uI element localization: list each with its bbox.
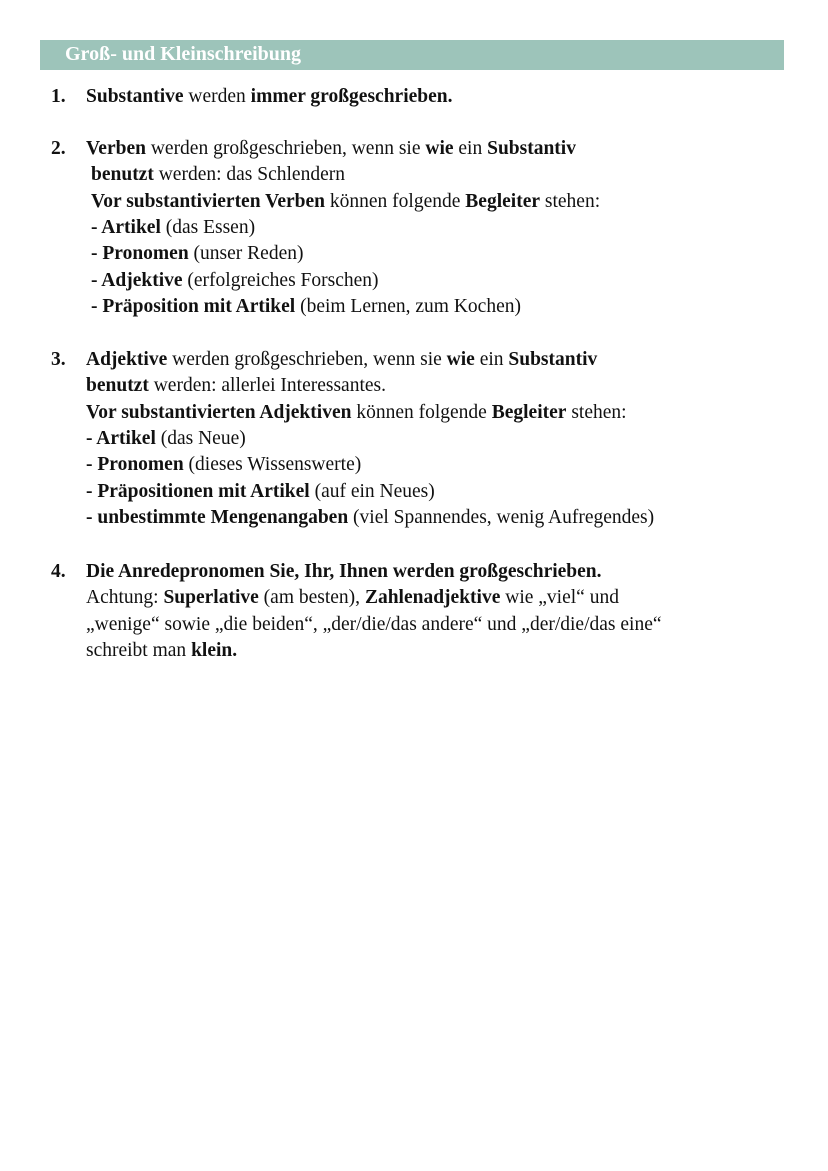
rule-line	[91, 270, 379, 292]
bold-text: Vor substantivierten Adjektiven	[86, 402, 352, 423]
rule-line	[86, 349, 597, 371]
bold-text: Verben	[86, 138, 146, 159]
bold-text: wie	[425, 138, 454, 159]
text: wie „viel“ und	[500, 587, 619, 608]
text: (viel Spannendes, wenig Aufregendes)	[348, 507, 655, 528]
rule-line	[86, 481, 435, 503]
text: werden	[183, 86, 251, 107]
section-header	[40, 40, 784, 70]
rule-line	[91, 243, 303, 265]
text: werden: das Schlendern	[153, 164, 345, 185]
rule-number: 1.	[51, 86, 66, 107]
bold-text: wie	[446, 349, 475, 370]
rule-number: 2.	[51, 138, 66, 159]
text: (das Essen)	[160, 217, 256, 238]
text: stehen:	[540, 191, 601, 212]
text: „wenige“ sowie „die beiden“, „der/die/das andere“ und „der/die/das eine“	[86, 614, 662, 635]
rule-line	[86, 640, 237, 662]
text: können folgende	[351, 402, 492, 423]
text: Achtung:	[86, 587, 164, 608]
rule-line	[86, 561, 602, 583]
bold-text: Begleiter	[465, 191, 541, 212]
bold-text: - Artikel	[86, 428, 156, 449]
rule-number: 3.	[51, 349, 66, 370]
rule-line	[86, 402, 627, 424]
text: (erfolgreiches Forschen)	[182, 270, 379, 291]
bold-text: - Adjektive	[91, 270, 183, 291]
text: werden großgeschrieben, wenn sie	[145, 138, 426, 159]
bold-text: Substantive	[86, 86, 184, 107]
bold-text: Substantiv	[487, 138, 576, 159]
text: (auf ein Neues)	[309, 481, 435, 502]
rule-line	[86, 375, 386, 397]
rule-number: 4.	[51, 561, 66, 582]
rule-line	[86, 86, 453, 108]
bold-text: benutzt	[86, 375, 149, 396]
text: ein	[474, 349, 509, 370]
rule-line	[86, 454, 361, 476]
bold-text: - Artikel	[91, 217, 161, 238]
section-title: Groß- und Kleinschreibung	[65, 43, 301, 65]
text: können folgende	[325, 191, 466, 212]
bold-text: klein.	[191, 640, 238, 661]
bold-text: Superlative	[163, 587, 259, 608]
rule-line	[91, 296, 521, 318]
text: (dieses Wissenswerte)	[183, 454, 362, 475]
bold-text: - unbestimmte Mengenangaben	[86, 507, 349, 528]
text: (unser Reden)	[188, 243, 304, 264]
bold-text: immer großgeschrieben.	[250, 86, 453, 107]
text: (am besten),	[258, 587, 365, 608]
bold-text: - Pronomen	[86, 454, 184, 475]
bold-text: - Präposition mit Artikel	[91, 296, 296, 317]
bold-text: - Präpositionen mit Artikel	[86, 481, 310, 502]
rule-line	[86, 428, 246, 450]
rule-line	[91, 217, 255, 239]
bold-text: Adjektive	[86, 349, 168, 370]
text: stehen:	[566, 402, 627, 423]
text: schreibt man	[86, 640, 192, 661]
rule-line	[86, 587, 619, 609]
bold-text: Die Anredepronomen Sie, Ihr, Ihnen werden großgeschrieben.	[86, 561, 602, 582]
rule-line	[86, 614, 662, 636]
bold-text: benutzt	[91, 164, 154, 185]
rule-line	[91, 164, 345, 186]
bold-text: Begleiter	[491, 402, 567, 423]
text: werden: allerlei Interessantes.	[148, 375, 386, 396]
rule-line	[91, 191, 600, 213]
rule-line	[86, 507, 654, 529]
bold-text: Substantiv	[508, 349, 598, 370]
rule-line	[86, 138, 576, 160]
bold-text: - Pronomen	[91, 243, 189, 264]
bold-text: Zahlenadjektive	[364, 587, 501, 608]
text: (beim Lernen, zum Kochen)	[295, 296, 521, 317]
text: (das Neue)	[155, 428, 246, 449]
text: werden großgeschrieben, wenn sie	[167, 349, 447, 370]
text: ein	[453, 138, 488, 159]
bold-text: Vor substantivierten Verben	[91, 191, 326, 212]
